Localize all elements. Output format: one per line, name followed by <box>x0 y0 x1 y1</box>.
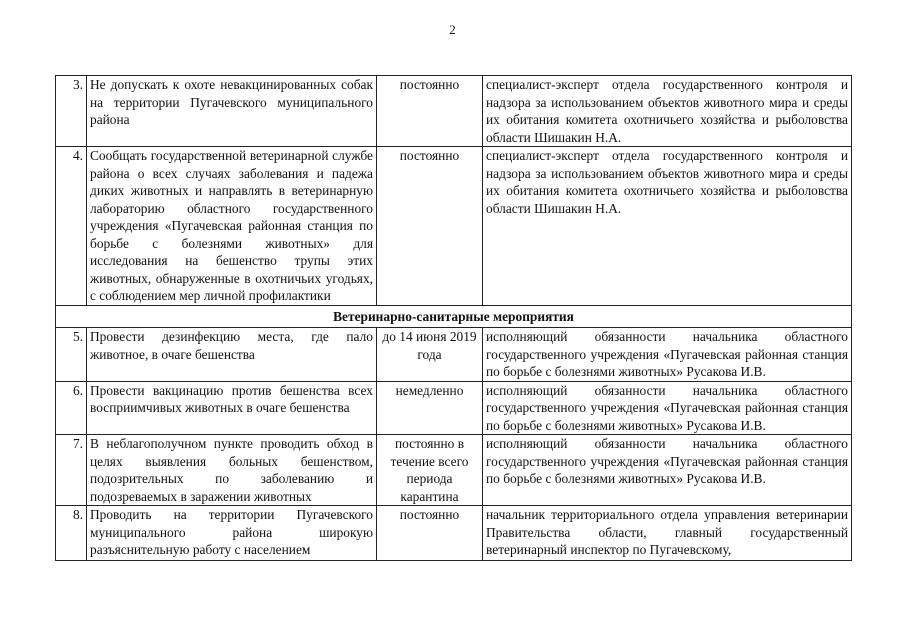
action-text: В неблагополучном пункте проводить обход в целях выявления больных бешенством, подозрительных по заболеванию и подозреваемых в заражении животных <box>87 435 377 506</box>
row-number: 8. <box>56 506 87 561</box>
deadline-text: постоянно <box>377 147 483 306</box>
deadline-text: постоянно <box>377 506 483 561</box>
section-title: Ветеринарно-санитарные мероприятия <box>56 305 852 328</box>
table-row <box>56 76 852 147</box>
action-text: Проводить на территории Пугачевского муниципального района широкую разъяснительную работу с населением <box>90 507 373 557</box>
row-number: 3. <box>56 76 87 147</box>
table-row <box>56 506 852 561</box>
table-row <box>56 381 852 435</box>
row-number: 4. <box>56 147 87 306</box>
responsible-cell <box>483 506 852 561</box>
action-cell <box>87 506 377 561</box>
action-text: Не допускать к охоте невакцинированных собак на территории Пугачевского муниципального района <box>87 76 377 147</box>
responsible-text: специалист-эксперт отдела государственного контроля и надзора за использованием объектов животного мира и среды их обитания комитета охотничьего хозяйства и рыболовства области Шишакин Н.А. <box>483 76 852 147</box>
table-row <box>56 435 852 506</box>
deadline-text: немедленно <box>377 381 483 435</box>
table-row <box>56 328 852 382</box>
table-row <box>56 147 852 306</box>
measures-table <box>55 75 852 561</box>
row-number: 5. <box>56 328 87 382</box>
row-number: 6. <box>56 381 87 435</box>
deadline-text: до 14 июня 2019 года <box>377 328 483 382</box>
deadline-text: постоянно в течение всего периода карантина <box>377 435 483 506</box>
responsible-text: исполняющий обязанности начальника областного государственного учреждения «Пугачевская районная станция по борьбе с болезнями животных» Русакова И.В. <box>483 435 852 506</box>
responsible-text: исполняющий обязанности начальника областного государственного учреждения «Пугачевская районная станция по борьбе с болезнями животных» Русакова И.В. <box>483 328 852 382</box>
section-row <box>56 305 852 328</box>
row-number: 7. <box>56 435 87 506</box>
deadline-text: постоянно <box>377 76 483 147</box>
action-text: Провести дезинфекцию места, где пало животное, в очаге бешенства <box>87 328 377 382</box>
responsible-text: начальник территориального отдела управления ветеринарии Правительства области, главный государственный ветеринарный инспектор по Пугачевскому, <box>486 507 848 557</box>
responsible-text: исполняющий обязанности начальника областного государственного учреждения «Пугачевская районная станция по борьбе с болезнями животных» Русакова И.В. <box>483 381 852 435</box>
action-text: Провести вакцинацию против бешенства всех восприимчивых животных в очаге бешенства <box>87 381 377 435</box>
action-text: Сообщать государственной ветеринарной службе района о всех случаях заболевания и падежа диких животных и направлять в ветеринарную лабораторию областного государственного учреждения «Пугачевская районная станция по борьбе с болезнями животных» для исследования на бешенство трупы этих животных, обнаруженные в охотничьих угодьях, с соблюдением мер личной профилактики <box>87 147 377 306</box>
responsible-text: специалист-эксперт отдела государственного контроля и надзора за использованием объектов животного мира и среды их обитания комитета охотничьего хозяйства и рыболовства области Шишакин Н.А. <box>483 147 852 306</box>
page-number: 2 <box>449 22 456 37</box>
